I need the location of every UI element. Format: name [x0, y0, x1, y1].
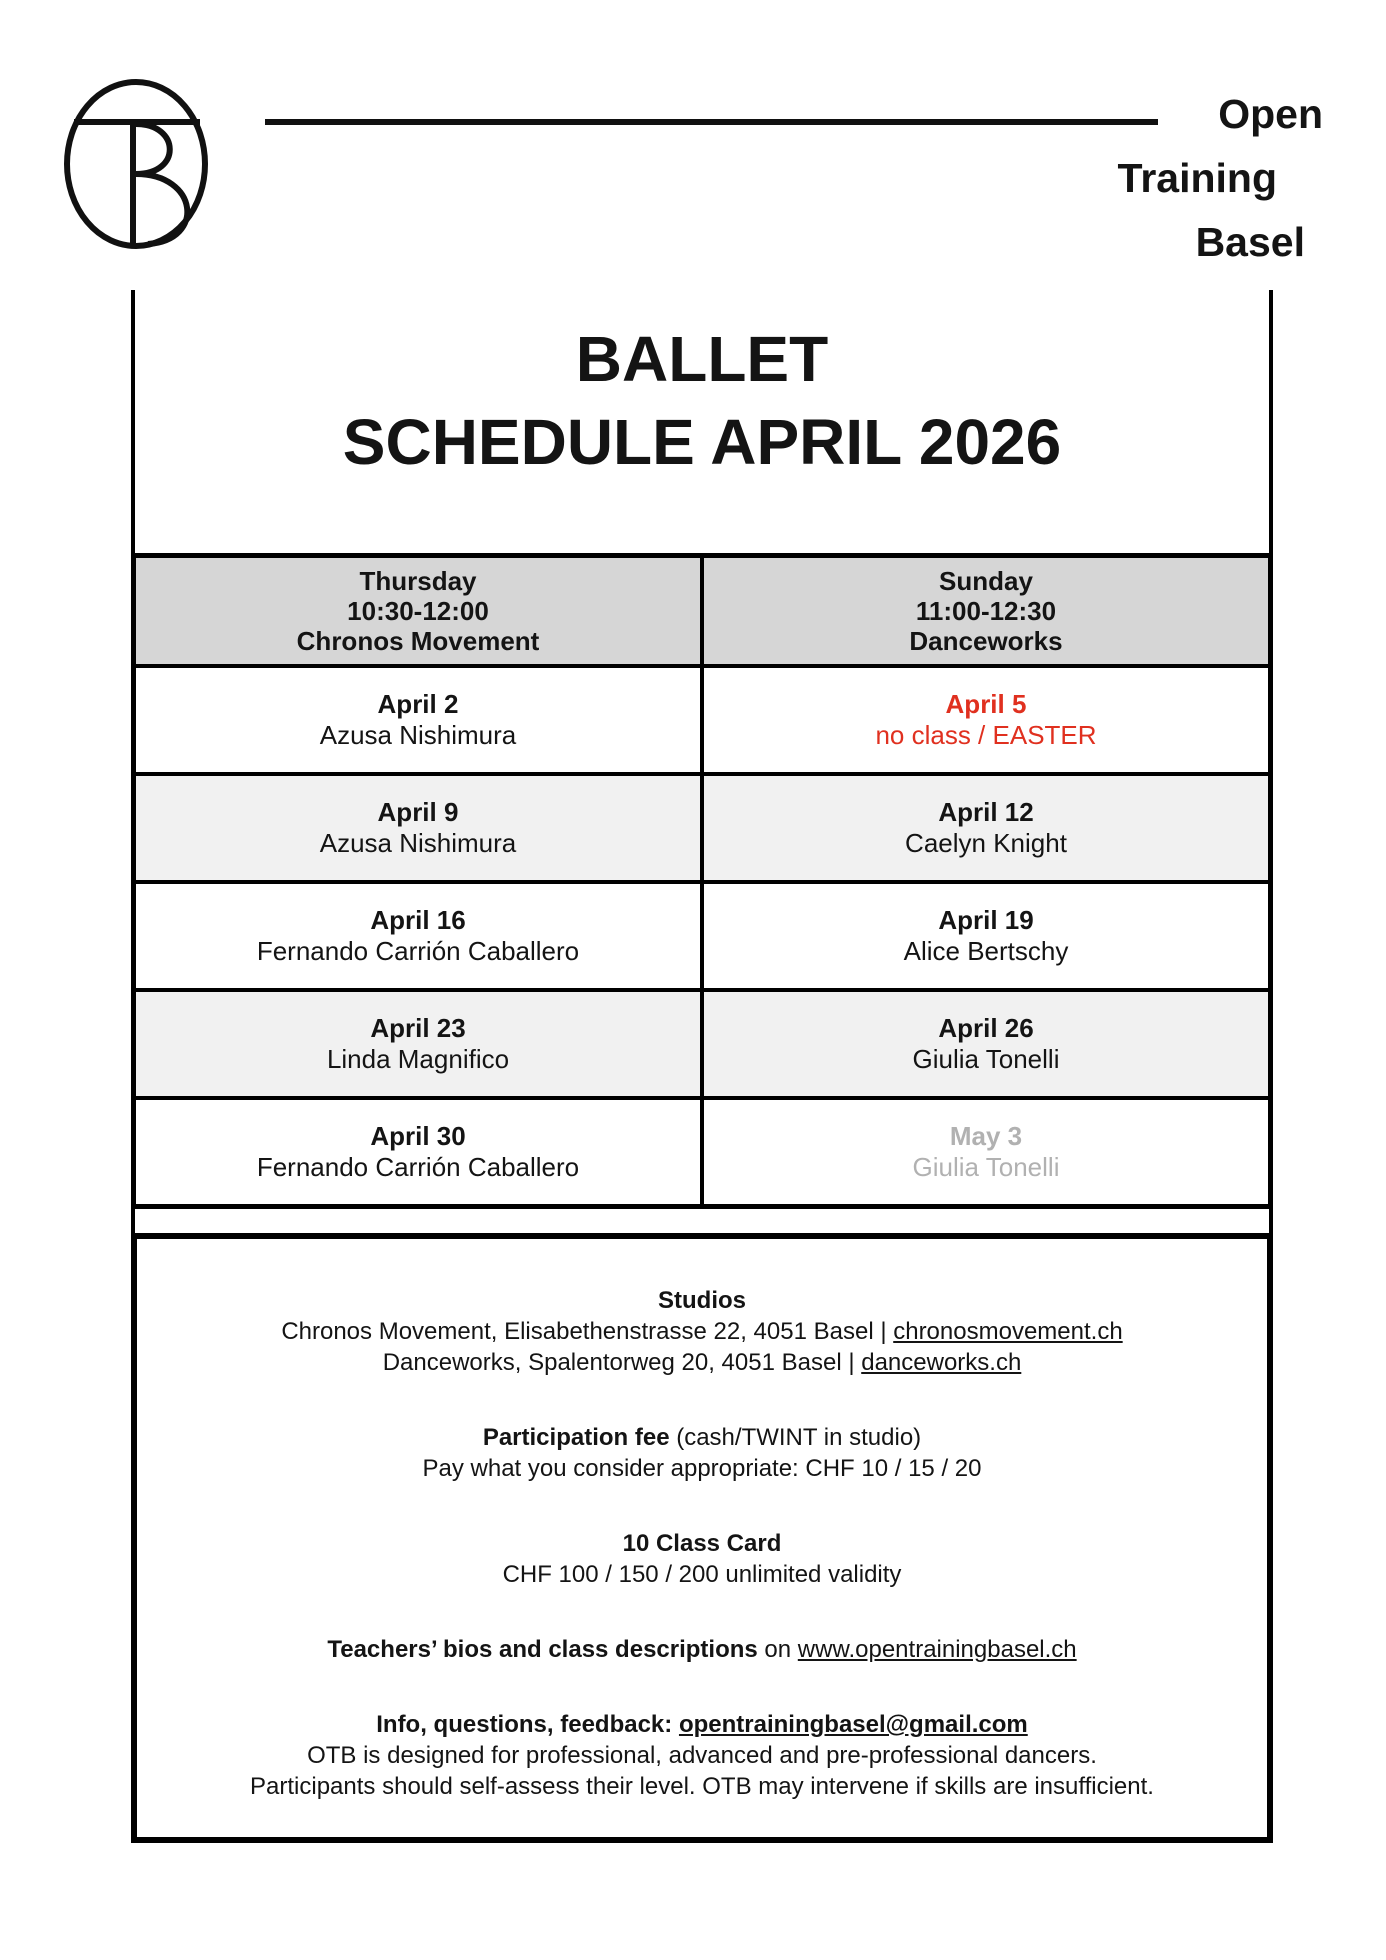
class-date: April 16 [370, 905, 466, 935]
schedule-row-3 [136, 880, 1268, 988]
header-day: Sunday [939, 566, 1033, 596]
class-teacher: Giulia Tonelli [912, 1152, 1060, 1182]
class-card-section [167, 1528, 1237, 1590]
cell-april-19 [700, 884, 1268, 988]
participation-fee-title: Participation fee [482, 1424, 670, 1451]
schedule-table [131, 553, 1273, 1209]
contact-line [167, 1709, 1237, 1740]
class-date: April 12 [938, 797, 1034, 827]
studio-address-text: Chronos Movement, Elisabethenstrasse 22, 4051 Basel | [281, 1318, 894, 1345]
class-teacher: Azusa Nishimura [319, 828, 517, 858]
header-divider-line [265, 119, 1158, 125]
header-day: Thursday [359, 566, 477, 596]
brand-word-basel: Basel [1195, 219, 1305, 265]
danceworks-link[interactable]: danceworks.ch [861, 1349, 1022, 1376]
class-date: April 30 [370, 1121, 466, 1151]
studio-address-danceworks [167, 1347, 1237, 1378]
info-box [131, 1233, 1273, 1843]
otb-monogram-logo-icon [58, 74, 218, 306]
brand-word-training: Training [1117, 155, 1277, 201]
class-card-price: CHF 100 / 150 / 200 unlimited validity [502, 1561, 902, 1588]
class-date: May 3 [949, 1121, 1023, 1151]
class-teacher: Fernando Carrión Caballero [256, 1152, 580, 1182]
class-card-heading: 10 Class Card [622, 1530, 782, 1557]
cell-april-9 [136, 776, 700, 880]
participation-fee-amount: Pay what you consider appropriate: CHF 10 / 15 / 20 [422, 1455, 982, 1482]
header-studio: Danceworks [909, 626, 1063, 656]
class-date: April 26 [938, 1013, 1034, 1043]
schedule-row-5 [136, 1096, 1268, 1204]
contact-section [167, 1709, 1237, 1802]
header-time: 10:30-12:00 [347, 596, 489, 626]
cell-april-2 [136, 668, 700, 772]
header-studio: Chronos Movement [296, 626, 540, 656]
studios-section [167, 1285, 1237, 1378]
schedule-row-1 [136, 664, 1268, 772]
header-cell-sunday [700, 558, 1268, 664]
contact-label: Info, questions, feedback: [376, 1711, 679, 1738]
class-date: April 23 [370, 1013, 466, 1043]
cell-april-30 [136, 1100, 700, 1204]
studio-address-text: Danceworks, Spalentorweg 20, 4051 Basel | [382, 1349, 862, 1376]
schedule-row-4 [136, 988, 1268, 1096]
page-title-line2: SCHEDULE APRIL 2026 [342, 406, 1062, 478]
class-date: April 19 [938, 905, 1034, 935]
participation-fee-section [167, 1422, 1237, 1484]
class-date: April 9 [377, 797, 459, 827]
studios-heading: Studios [658, 1287, 746, 1314]
brand-word-open: Open [1218, 91, 1323, 137]
cell-april-12 [700, 776, 1268, 880]
cell-april-16 [136, 884, 700, 988]
contact-email-link[interactable]: opentrainingbasel@gmail.com [678, 1711, 1028, 1738]
page-title-line1: BALLET [575, 323, 829, 395]
schedule-row-2 [136, 772, 1268, 880]
class-teacher: Fernando Carrión Caballero [256, 936, 580, 966]
header-cell-thursday [136, 558, 700, 664]
otb-audience-note: OTB is designed for professional, advanced and pre-professional dancers. [307, 1742, 1097, 1769]
teacher-bios-label: Teachers’ bios and class descriptions [327, 1636, 758, 1663]
schedule-header-row [136, 558, 1268, 664]
class-teacher: Linda Magnifico [326, 1044, 510, 1074]
opentrainingbasel-website-link[interactable]: www.opentrainingbasel.ch [797, 1636, 1077, 1663]
header-time: 11:00-12:30 [915, 596, 1057, 626]
class-date: April 2 [377, 689, 459, 719]
cell-april-23 [136, 992, 700, 1096]
participation-fee-note: (cash/TWINT in studio) [669, 1424, 922, 1451]
page-title [131, 318, 1273, 484]
cell-may-3-next-month [700, 1100, 1268, 1204]
participation-fee-heading [167, 1422, 1237, 1453]
chronosmovement-link[interactable]: chronosmovement.ch [893, 1318, 1123, 1345]
class-teacher: Alice Bertschy [903, 936, 1069, 966]
otb-level-note: Participants should self-assess their level. OTB may intervene if skills are insufficient. [250, 1773, 1154, 1800]
cell-april-5-no-class [700, 668, 1268, 772]
cell-april-26 [700, 992, 1268, 1096]
class-date: April 5 [945, 689, 1027, 719]
class-teacher: Giulia Tonelli [912, 1044, 1060, 1074]
teacher-bios-connector: on [757, 1636, 798, 1663]
class-status: no class / EASTER [875, 720, 1097, 750]
teacher-bios-section [167, 1634, 1237, 1665]
studio-address-chronos [167, 1316, 1237, 1347]
class-teacher: Caelyn Knight [905, 828, 1067, 858]
class-teacher: Azusa Nishimura [319, 720, 517, 750]
